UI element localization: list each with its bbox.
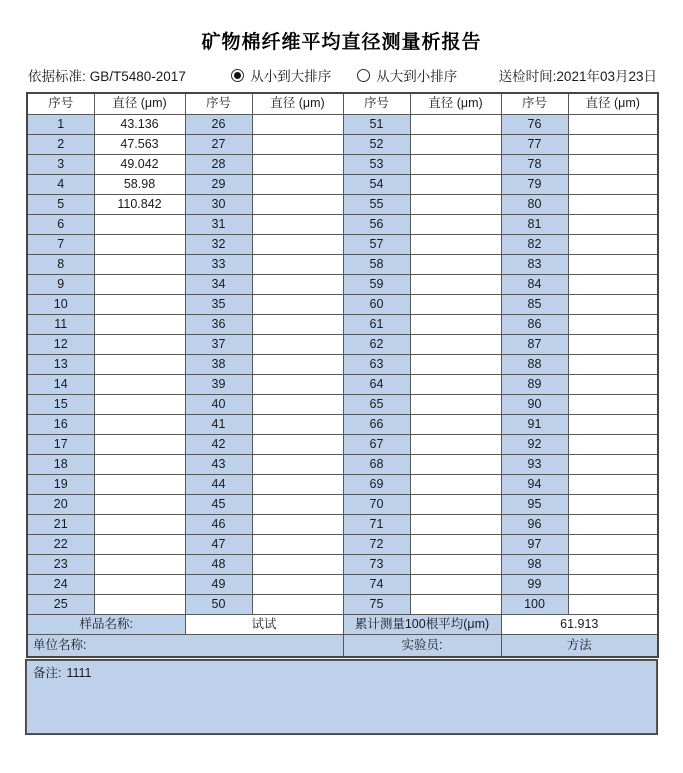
index-cell: 23 [27, 554, 94, 574]
diameter-cell[interactable] [410, 554, 501, 574]
index-cell: 53 [343, 154, 410, 174]
index-cell: 76 [501, 114, 568, 134]
index-cell: 81 [501, 214, 568, 234]
index-cell: 31 [185, 214, 252, 234]
diameter-cell[interactable] [94, 474, 185, 494]
method-cell[interactable]: 方法 [501, 634, 658, 657]
index-cell: 24 [27, 574, 94, 594]
table-row [27, 594, 658, 614]
diameter-cell[interactable] [94, 254, 185, 274]
standard-field [28, 65, 190, 85]
radio-sort-ascending-label: 从小到大排序 [250, 69, 332, 84]
diameter-cell[interactable]: 49.042 [94, 154, 185, 174]
diameter-cell[interactable]: 58.98 [94, 174, 185, 194]
table-row [27, 494, 658, 514]
diameter-cell[interactable] [410, 214, 501, 234]
remark-label: 备注: [33, 665, 62, 680]
index-cell: 65 [343, 394, 410, 414]
table-row [27, 394, 658, 414]
index-column-header: 序号 [501, 93, 568, 114]
diameter-cell[interactable] [252, 214, 343, 234]
table-row [27, 474, 658, 494]
table-row [27, 134, 658, 154]
table-row [27, 414, 658, 434]
diameter-cell[interactable] [410, 154, 501, 174]
index-cell: 6 [27, 214, 94, 234]
index-column-header: 序号 [185, 93, 252, 114]
index-cell: 36 [185, 314, 252, 334]
index-cell: 64 [343, 374, 410, 394]
diameter-cell[interactable] [94, 354, 185, 374]
diameter-column-header: 直径 (μm) [94, 93, 185, 114]
index-cell: 7 [27, 234, 94, 254]
diameter-cell[interactable] [410, 454, 501, 474]
diameter-cell[interactable] [94, 394, 185, 414]
radio-sort-descending[interactable] [357, 65, 457, 85]
diameter-cell[interactable] [410, 174, 501, 194]
index-cell: 42 [185, 434, 252, 454]
index-cell: 58 [343, 254, 410, 274]
diameter-cell[interactable] [410, 234, 501, 254]
index-cell: 9 [27, 274, 94, 294]
standard-value: GB/T5480-2017 [89, 69, 186, 84]
index-cell: 72 [343, 534, 410, 554]
index-column-header: 序号 [27, 93, 94, 114]
index-cell: 10 [27, 294, 94, 314]
table-row [27, 514, 658, 534]
index-cell: 83 [501, 254, 568, 274]
index-cell: 96 [501, 514, 568, 534]
diameter-cell[interactable] [568, 454, 658, 474]
diameter-cell[interactable] [410, 394, 501, 414]
index-cell: 33 [185, 254, 252, 274]
table-row [27, 314, 658, 334]
diameter-cell[interactable] [410, 334, 501, 354]
index-cell: 5 [27, 194, 94, 214]
diameter-cell[interactable] [94, 514, 185, 534]
diameter-cell[interactable] [410, 494, 501, 514]
diameter-cell[interactable] [568, 554, 658, 574]
diameter-cell[interactable]: 43.136 [94, 114, 185, 134]
table-row [27, 574, 658, 594]
diameter-cell[interactable] [568, 194, 658, 214]
index-cell: 60 [343, 294, 410, 314]
index-cell: 80 [501, 194, 568, 214]
average-label-cell: 累计测量100根平均(μm) [343, 614, 501, 634]
diameter-cell[interactable] [410, 594, 501, 614]
sort-options [190, 65, 499, 85]
index-cell: 75 [343, 594, 410, 614]
table-row [27, 254, 658, 274]
index-cell: 56 [343, 214, 410, 234]
radio-button-icon [357, 69, 370, 82]
index-cell: 8 [27, 254, 94, 274]
diameter-cell[interactable] [252, 334, 343, 354]
diameter-cell[interactable] [252, 434, 343, 454]
index-cell: 94 [501, 474, 568, 494]
diameter-cell[interactable] [252, 294, 343, 314]
diameter-cell[interactable] [568, 234, 658, 254]
index-cell: 26 [185, 114, 252, 134]
index-cell: 69 [343, 474, 410, 494]
index-cell: 66 [343, 414, 410, 434]
index-cell: 77 [501, 134, 568, 154]
diameter-cell[interactable] [94, 374, 185, 394]
experimenter-cell[interactable]: 实验员: [343, 634, 501, 657]
diameter-cell[interactable] [94, 534, 185, 554]
diameter-cell[interactable] [252, 314, 343, 334]
index-cell: 51 [343, 114, 410, 134]
diameter-cell[interactable] [568, 274, 658, 294]
diameter-cell[interactable] [410, 374, 501, 394]
diameter-cell[interactable] [568, 294, 658, 314]
diameter-cell[interactable] [568, 214, 658, 234]
index-cell: 71 [343, 514, 410, 534]
diameter-cell[interactable] [410, 274, 501, 294]
diameter-cell[interactable] [94, 574, 185, 594]
diameter-cell[interactable] [252, 574, 343, 594]
diameter-cell[interactable] [568, 394, 658, 414]
index-cell: 1 [27, 114, 94, 134]
index-cell: 30 [185, 194, 252, 214]
index-cell: 15 [27, 394, 94, 414]
diameter-cell[interactable] [568, 314, 658, 334]
diameter-cell[interactable] [568, 154, 658, 174]
diameter-cell[interactable] [568, 114, 658, 134]
table-row [27, 294, 658, 314]
diameter-cell[interactable] [410, 134, 501, 154]
remark-field[interactable] [26, 660, 657, 734]
index-cell: 3 [27, 154, 94, 174]
diameter-cell[interactable] [252, 514, 343, 534]
remark-value: 1111 [66, 665, 92, 680]
measurement-table [26, 92, 659, 658]
table-row [27, 114, 658, 134]
index-cell: 85 [501, 294, 568, 314]
index-cell: 14 [27, 374, 94, 394]
index-cell: 99 [501, 574, 568, 594]
table-header-row [27, 93, 658, 114]
diameter-cell[interactable] [568, 174, 658, 194]
index-cell: 54 [343, 174, 410, 194]
diameter-cell[interactable] [252, 174, 343, 194]
diameter-cell[interactable] [252, 474, 343, 494]
diameter-cell[interactable]: 110.842 [94, 194, 185, 214]
index-cell: 87 [501, 334, 568, 354]
table-row [27, 454, 658, 474]
diameter-cell[interactable] [410, 574, 501, 594]
index-cell: 16 [27, 414, 94, 434]
index-cell: 91 [501, 414, 568, 434]
index-cell: 52 [343, 134, 410, 154]
diameter-cell[interactable] [568, 334, 658, 354]
table-row [27, 534, 658, 554]
index-cell: 28 [185, 154, 252, 174]
diameter-cell[interactable] [252, 414, 343, 434]
diameter-cell[interactable] [252, 234, 343, 254]
index-cell: 38 [185, 354, 252, 374]
sample-name-label-cell: 样品名称: [27, 614, 185, 634]
table-row [27, 434, 658, 454]
index-cell: 34 [185, 274, 252, 294]
diameter-cell[interactable] [252, 114, 343, 134]
index-cell: 45 [185, 494, 252, 514]
index-cell: 57 [343, 234, 410, 254]
index-cell: 46 [185, 514, 252, 534]
index-cell: 12 [27, 334, 94, 354]
index-cell: 44 [185, 474, 252, 494]
page-title: 矿物棉纤维平均直径测量析报告 [201, 32, 482, 53]
index-cell: 98 [501, 554, 568, 574]
diameter-cell[interactable]: 47.563 [94, 134, 185, 154]
radio-sort-descending-label: 从大到小排序 [376, 69, 458, 84]
index-cell: 92 [501, 434, 568, 454]
index-cell: 90 [501, 394, 568, 414]
index-cell: 4 [27, 174, 94, 194]
index-cell: 67 [343, 434, 410, 454]
diameter-cell[interactable] [94, 314, 185, 334]
diameter-cell[interactable] [568, 374, 658, 394]
index-cell: 43 [185, 454, 252, 474]
diameter-cell[interactable] [252, 394, 343, 414]
index-cell: 20 [27, 494, 94, 514]
index-cell: 100 [501, 594, 568, 614]
diameter-cell[interactable] [94, 274, 185, 294]
diameter-cell[interactable] [410, 114, 501, 134]
index-cell: 86 [501, 314, 568, 334]
index-cell: 48 [185, 554, 252, 574]
index-cell: 37 [185, 334, 252, 354]
diameter-cell[interactable] [568, 354, 658, 374]
index-cell: 50 [185, 594, 252, 614]
diameter-cell[interactable] [410, 414, 501, 434]
index-cell: 70 [343, 494, 410, 514]
index-cell: 74 [343, 574, 410, 594]
index-cell: 61 [343, 314, 410, 334]
diameter-column-header: 直径 (μm) [252, 93, 343, 114]
sample-average-row [27, 614, 658, 634]
index-cell: 17 [27, 434, 94, 454]
submission-time: 送检时间:2021年03月23日 [498, 69, 657, 84]
table-row [27, 554, 658, 574]
diameter-cell[interactable] [568, 474, 658, 494]
diameter-cell[interactable] [94, 334, 185, 354]
index-cell: 29 [185, 174, 252, 194]
index-cell: 49 [185, 574, 252, 594]
average-value-cell: 61.913 [501, 614, 658, 634]
table-row [27, 194, 658, 214]
table-row [27, 274, 658, 294]
index-cell: 97 [501, 534, 568, 554]
index-cell: 18 [27, 454, 94, 474]
index-cell: 82 [501, 234, 568, 254]
diameter-cell[interactable] [410, 434, 501, 454]
diameter-cell[interactable] [94, 234, 185, 254]
diameter-cell[interactable] [252, 374, 343, 394]
index-cell: 2 [27, 134, 94, 154]
diameter-cell[interactable] [410, 254, 501, 274]
diameter-cell[interactable] [94, 454, 185, 474]
table-row [27, 214, 658, 234]
index-cell: 59 [343, 274, 410, 294]
diameter-column-header: 直径 (μm) [410, 93, 501, 114]
radio-button-icon [231, 69, 244, 82]
diameter-cell[interactable] [568, 494, 658, 514]
index-cell: 55 [343, 194, 410, 214]
table-row [27, 354, 658, 374]
index-cell: 35 [185, 294, 252, 314]
index-cell: 73 [343, 554, 410, 574]
table-row [27, 374, 658, 394]
diameter-cell[interactable] [410, 194, 501, 214]
index-cell: 93 [501, 454, 568, 474]
index-cell: 47 [185, 534, 252, 554]
diameter-cell[interactable] [252, 354, 343, 374]
index-cell: 68 [343, 454, 410, 474]
diameter-cell[interactable] [568, 594, 658, 614]
index-cell: 39 [185, 374, 252, 394]
diameter-cell[interactable] [94, 414, 185, 434]
diameter-cell[interactable] [410, 534, 501, 554]
diameter-cell[interactable] [94, 214, 185, 234]
diameter-cell[interactable] [94, 554, 185, 574]
diameter-cell[interactable] [252, 594, 343, 614]
diameter-cell[interactable] [410, 354, 501, 374]
index-cell: 13 [27, 354, 94, 374]
diameter-cell[interactable] [94, 594, 185, 614]
index-cell: 19 [27, 474, 94, 494]
table-row [27, 334, 658, 354]
diameter-cell[interactable] [252, 194, 343, 214]
unit-name-cell[interactable]: 单位名称: [27, 634, 343, 657]
diameter-cell[interactable] [94, 294, 185, 314]
table-row [27, 234, 658, 254]
diameter-cell[interactable] [410, 474, 501, 494]
index-cell: 95 [501, 494, 568, 514]
index-cell: 84 [501, 274, 568, 294]
standard-label: 依据标准: [28, 69, 86, 84]
index-cell: 40 [185, 394, 252, 414]
index-cell: 27 [185, 134, 252, 154]
diameter-cell[interactable] [568, 434, 658, 454]
diameter-cell[interactable] [252, 154, 343, 174]
index-column-header: 序号 [343, 93, 410, 114]
diameter-cell[interactable] [252, 534, 343, 554]
index-cell: 41 [185, 414, 252, 434]
index-cell: 22 [27, 534, 94, 554]
index-cell: 78 [501, 154, 568, 174]
diameter-cell[interactable] [568, 514, 658, 534]
index-cell: 11 [27, 314, 94, 334]
table-row [27, 154, 658, 174]
diameter-cell[interactable] [410, 314, 501, 334]
diameter-cell[interactable] [252, 274, 343, 294]
index-cell: 89 [501, 374, 568, 394]
diameter-cell[interactable] [252, 454, 343, 474]
diameter-cell[interactable] [568, 134, 658, 154]
radio-sort-ascending[interactable] [231, 65, 331, 85]
diameter-cell[interactable] [252, 254, 343, 274]
diameter-cell[interactable] [252, 494, 343, 514]
diameter-cell[interactable] [252, 134, 343, 154]
diameter-cell[interactable] [410, 514, 501, 534]
diameter-cell[interactable] [568, 414, 658, 434]
index-cell: 62 [343, 334, 410, 354]
unit-experimenter-row [27, 634, 658, 657]
index-cell: 21 [27, 514, 94, 534]
diameter-cell[interactable] [568, 574, 658, 594]
diameter-column-header: 直径 (μm) [568, 93, 658, 114]
diameter-cell[interactable] [568, 534, 658, 554]
index-cell: 32 [185, 234, 252, 254]
index-cell: 88 [501, 354, 568, 374]
info-bar [28, 65, 657, 85]
diameter-cell[interactable] [94, 434, 185, 454]
sample-name-value-cell[interactable]: 试试 [185, 614, 343, 634]
table-row [27, 174, 658, 194]
index-cell: 63 [343, 354, 410, 374]
diameter-cell[interactable] [568, 254, 658, 274]
diameter-cell[interactable] [252, 554, 343, 574]
index-cell: 79 [501, 174, 568, 194]
diameter-cell[interactable] [410, 294, 501, 314]
diameter-cell[interactable] [94, 494, 185, 514]
index-cell: 25 [27, 594, 94, 614]
